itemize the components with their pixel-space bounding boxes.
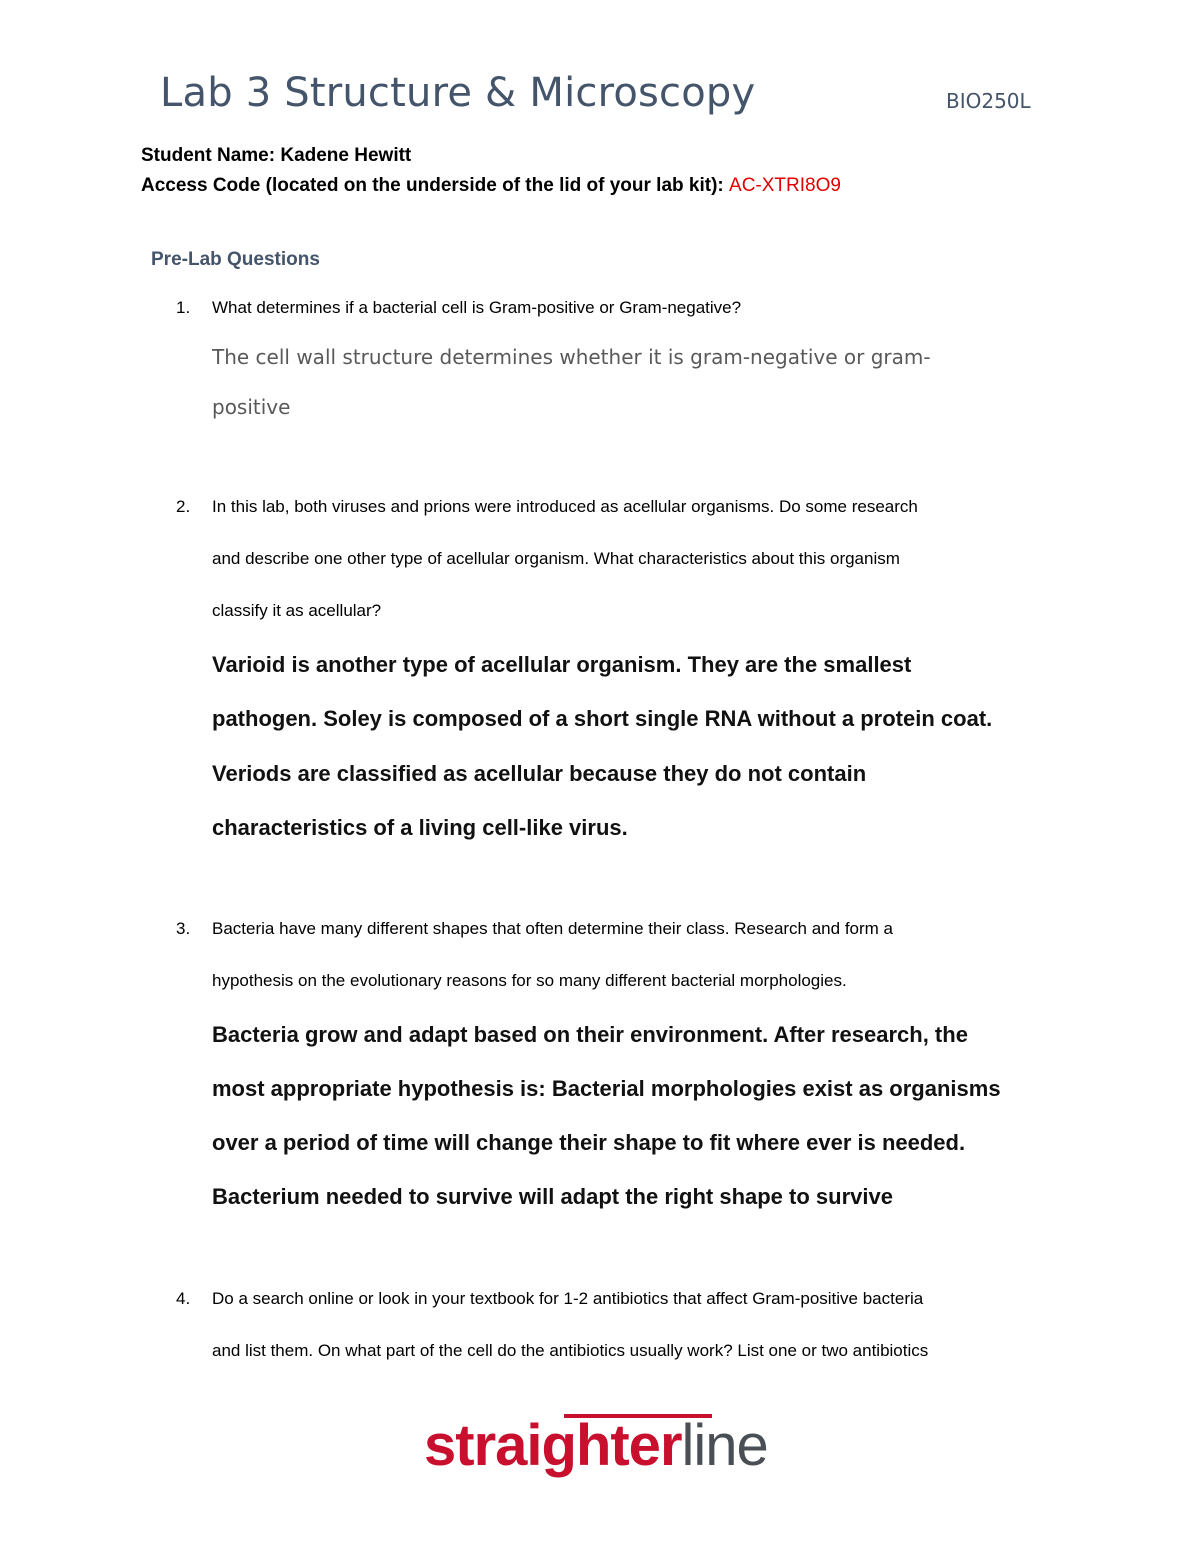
access-code-line (141, 175, 841, 197)
question-3-line-2: hypothesis on the evolutionary reasons for so many different bacterial morphologies. (212, 971, 847, 990)
answer-2-line-3: Veriods are classified as acellular because they do not contain (212, 761, 867, 786)
answer-3-line-2: most appropriate hypothesis is: Bacterial morphologies exist as organisms (212, 1076, 1001, 1101)
question-4-line-1: Do a search online or look in your textbook for 1-2 antibiotics that affect Gram-positive bacteria (212, 1289, 924, 1308)
question-2-line-2: and describe one other type of acellular organism. What characteristics about this organism (212, 549, 900, 568)
access-code-value: AC-XTRI8O9 (729, 175, 841, 196)
answer-3-line-1: Bacteria grow and adapt based on their environment. After research, the (212, 1022, 968, 1047)
answer-1-line-2: positive (212, 395, 291, 419)
question-1-number: 1. (176, 298, 191, 317)
straighterline-logo (424, 1412, 768, 1479)
answer-3-line-3: over a period of time will change their shape to fit where ever is needed. (212, 1130, 966, 1155)
section-heading: Pre-Lab Questions (151, 249, 320, 270)
question-2-line-1: In this lab, both viruses and prions were introduced as acellular organisms. Do some research (212, 497, 918, 516)
question-3-line-1: Bacteria have many different shapes that often determine their class. Research and form a (212, 919, 893, 938)
question-4-number: 4. (176, 1289, 191, 1308)
student-name-line: Student Name: Kadene Hewitt (141, 145, 412, 166)
answer-3-line-4: Bacterium needed to survive will adapt the right shape to survive (212, 1184, 893, 1209)
course-code: BIO250L (946, 89, 1031, 113)
question-2-line-3: classify it as acellular? (212, 601, 382, 620)
answer-2-line-2: pathogen. Soley is composed of a short single RNA without a protein coat. (212, 706, 993, 731)
logo-text-part-2: line (681, 1413, 768, 1478)
question-1-line-1: What determines if a bacterial cell is Gram-positive or Gram-negative? (212, 298, 742, 317)
question-4-line-2: and list them. On what part of the cell do the antibiotics usually work? List one or two antibiotics (212, 1341, 929, 1360)
question-3-number: 3. (176, 919, 191, 938)
logo-text-part-1: straighter (424, 1413, 682, 1478)
answer-2-line-4: characteristics of a living cell-like virus. (212, 815, 628, 840)
document-title: Lab 3 Structure & Microscopy (160, 70, 756, 116)
question-2-number: 2. (176, 497, 191, 516)
answer-2-line-1: Varioid is another type of acellular organism. They are the smallest (212, 652, 912, 677)
answer-1-line-1: The cell wall structure determines whether it is gram-negative or gram- (212, 345, 931, 369)
access-code-label: Access Code (located on the underside of the lid of your lab kit): (141, 175, 730, 196)
